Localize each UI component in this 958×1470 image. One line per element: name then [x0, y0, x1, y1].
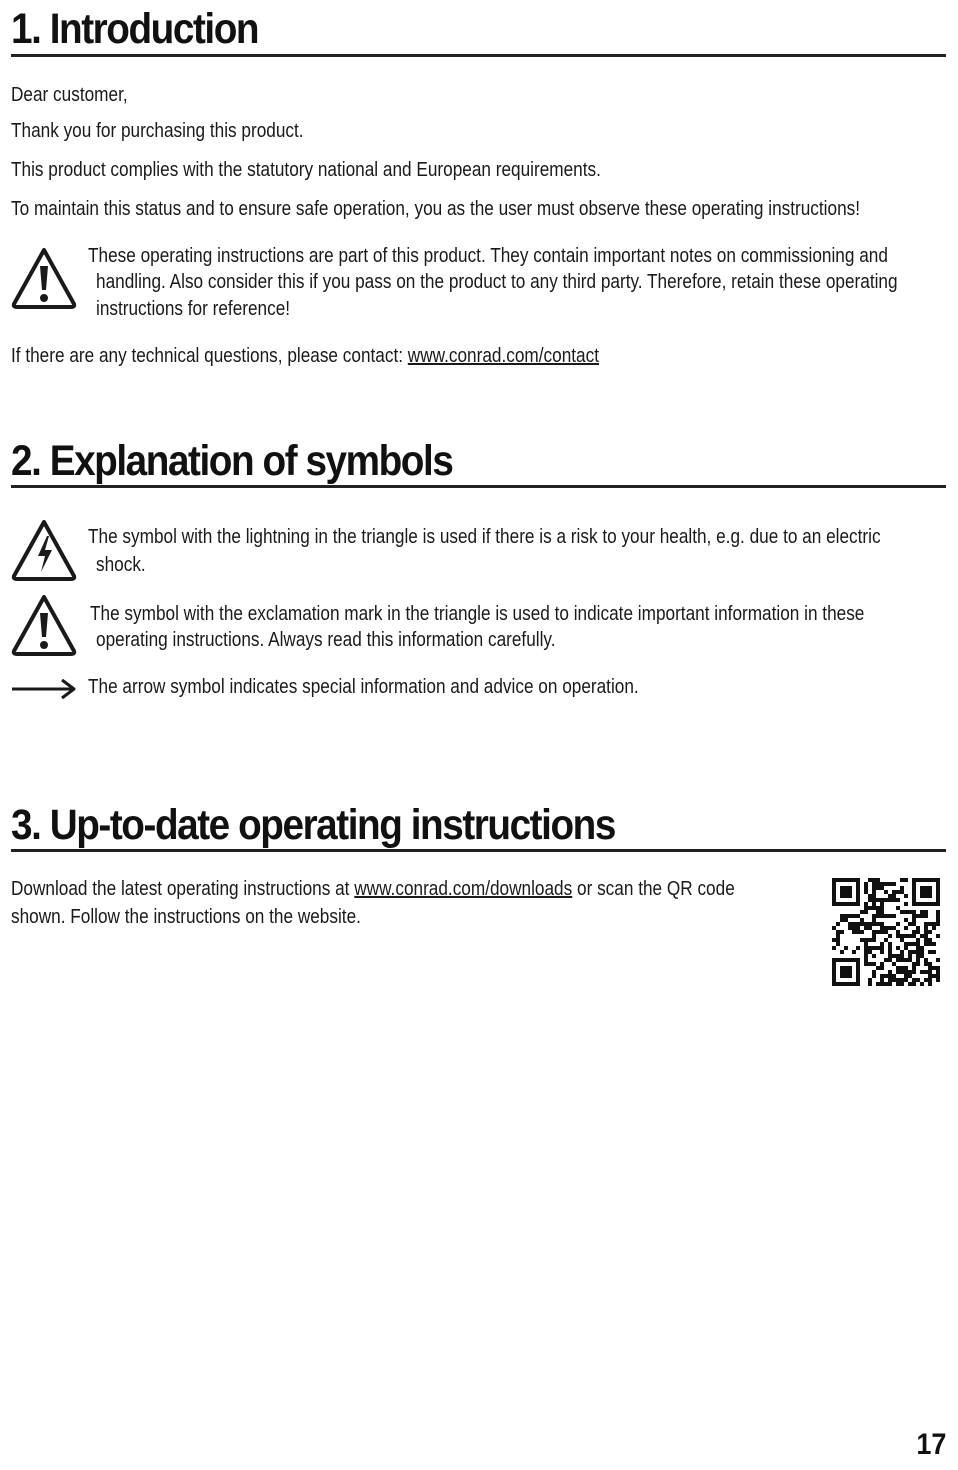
- lightning-text-line2: shock.: [96, 554, 146, 576]
- page-number: 17: [915, 1428, 946, 1461]
- warning-triangle-icon: [10, 246, 78, 310]
- heading-rule: [11, 485, 946, 488]
- qr-code-icon[interactable]: [832, 877, 940, 987]
- warning-text-line1: These operating instructions are part of this product. They contain important notes on commissioning and: [88, 245, 888, 267]
- lightning-text-line1: The symbol with the lightning in the triangle is used if there is a risk to your health, e.g. due to an electric: [88, 526, 881, 548]
- section-heading-instructions: 3. Up-to-date operating instructions: [11, 801, 615, 849]
- download-link[interactable]: www.conrad.com/downloads: [354, 878, 573, 900]
- thanks-text: Thank you for purchasing this product.: [11, 120, 304, 142]
- complies-text: This product complies with the statutory national and European requirements.: [11, 159, 601, 181]
- exclamation-text-line1: The symbol with the exclamation mark in the triangle is used to indicate important information in these: [90, 603, 865, 625]
- section-heading-introduction: 1. Introduction: [11, 5, 259, 53]
- exclamation-text-line2: operating instructions. Always read this information carefully.: [96, 629, 556, 651]
- exclamation-triangle-icon: [10, 593, 78, 657]
- section-heading-symbols: 2. Explanation of symbols: [11, 437, 453, 485]
- download-line2: shown. Follow the instructions on the website.: [11, 906, 361, 928]
- arrow-right-icon: [10, 677, 78, 701]
- contact-prefix: If there are any technical questions, please contact:: [11, 345, 408, 367]
- arrow-text: The arrow symbol indicates special information and advice on operation.: [88, 676, 639, 698]
- download-line1: [11, 875, 735, 903]
- contact-link[interactable]: www.conrad.com/contact: [407, 345, 599, 367]
- warning-text-line2: handling. Also consider this if you pass on the product to any third party. Therefore, retain these operating: [96, 271, 898, 293]
- heading-rule: [11, 849, 946, 852]
- greeting-text: Dear customer,: [11, 84, 128, 106]
- maintain-text: To maintain this status and to ensure safe operation, you as the user must observe these operating instructions!: [11, 198, 861, 220]
- warning-text-line3: instructions for reference!: [96, 298, 291, 320]
- lightning-triangle-icon: [10, 518, 78, 582]
- heading-rule: [11, 54, 946, 57]
- download-suffix: or scan the QR code: [572, 878, 735, 900]
- download-prefix: Download the latest operating instructions at: [11, 878, 355, 900]
- contact-line: [11, 342, 599, 370]
